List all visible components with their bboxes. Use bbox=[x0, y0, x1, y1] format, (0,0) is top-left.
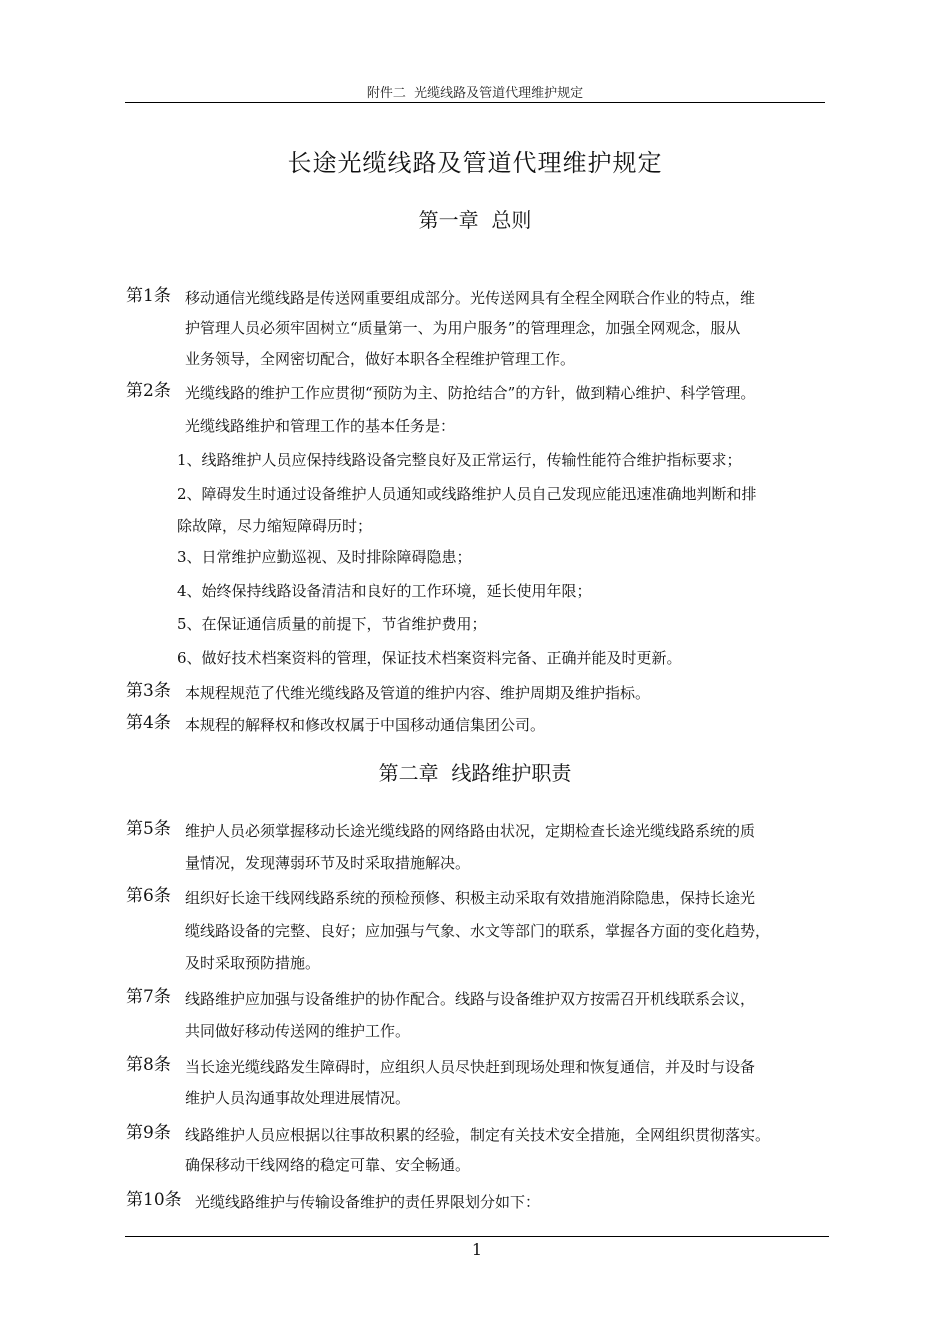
header-label: 附件二 bbox=[366, 86, 406, 101]
article-7-number: 第7条 bbox=[126, 987, 171, 1007]
article-6-line: 组织好长途干线网线路系统的预检预修、积极主动采取有效措施消除隐患，保持长途光 bbox=[185, 889, 756, 907]
article-10-line: 光缆线路维护与传输设备维护的责任界限划分如下： bbox=[195, 1193, 541, 1211]
chapter-2-heading bbox=[125, 757, 825, 786]
page-header bbox=[125, 82, 825, 101]
article-5-line: 量情况，发现薄弱环节及时采取措施解决。 bbox=[185, 854, 471, 872]
chapter-label: 第二章 bbox=[378, 761, 439, 785]
article-7-line: 线路维护应加强与设备维护的协作配合。线路与设备维护双方按需召开机线联系会议， bbox=[185, 990, 756, 1008]
footer-rule bbox=[125, 1236, 829, 1237]
article-5-line: 维护人员必须掌握移动长途光缆线路的网络路由状况，定期检查长途光缆线路系统的质 bbox=[185, 822, 756, 840]
article-3-line: 本规程规范了代维光缆线路及管道的维护内容、维护周期及维护指标。 bbox=[185, 684, 651, 702]
article-1-line: 业务领导，全网密切配合，做好本职各全程维护管理工作。 bbox=[185, 350, 576, 368]
article-9-line: 确保移动干线网络的稳定可靠、安全畅通。 bbox=[185, 1156, 471, 1174]
task-item: 4、始终保持线路设备清洁和良好的工作环境，延长使用年限； bbox=[177, 582, 592, 600]
article-8-number: 第8条 bbox=[126, 1055, 171, 1075]
article-7-line: 共同做好移动传送网的维护工作。 bbox=[185, 1022, 411, 1040]
task-item: 6、做好技术档案资料的管理，保证技术档案资料完备、正确并能及时更新。 bbox=[177, 649, 682, 667]
article-10-number: 第10条 bbox=[126, 1190, 182, 1210]
article-4-number: 第4条 bbox=[126, 713, 171, 733]
article-1-line: 护管理人员必须牢固树立“质量第一、为用户服务”的管理理念，加强全网观念，服从 bbox=[185, 319, 741, 337]
article-6-number: 第6条 bbox=[126, 886, 171, 906]
article-4-line: 本规程的解释权和修改权属于中国移动通信集团公司。 bbox=[185, 716, 546, 734]
article-1-line: 移动通信光缆线路是传送网重要组成部分。光传送网具有全程全网联合作业的特点，维 bbox=[185, 289, 756, 307]
task-item: 5、在保证通信质量的前提下，节省维护费用； bbox=[177, 615, 487, 633]
task-item: 除故障，尽力缩短障碍历时； bbox=[177, 517, 373, 535]
chapter-name: 总则 bbox=[491, 208, 532, 232]
article-8-line: 维护人员沟通事故处理进展情况。 bbox=[185, 1089, 411, 1107]
article-5-number: 第5条 bbox=[126, 819, 171, 839]
task-item: 2、障碍发生时通过设备维护人员通知或线路维护人员自己发现应能迅速准确地判断和排 bbox=[177, 485, 757, 503]
document-title: 长途光缆线路及管道代理维护规定 bbox=[287, 149, 663, 177]
task-item: 3、日常维护应勤巡视、及时排除障碍隐患； bbox=[177, 548, 472, 566]
page-number: 1 bbox=[471, 1240, 483, 1259]
article-6-line: 缆线路设备的完整、良好；应加强与气象、水文等部门的联系，掌握各方面的变化趋势， bbox=[185, 922, 771, 940]
article-2-line: 光缆线路维护和管理工作的基本任务是： bbox=[185, 417, 456, 435]
header-title: 光缆线路及管道代理维护规定 bbox=[414, 86, 584, 101]
article-2-number: 第2条 bbox=[126, 381, 171, 401]
chapter-name: 线路维护职责 bbox=[451, 761, 572, 785]
article-3-number: 第3条 bbox=[126, 681, 171, 701]
header-rule bbox=[125, 102, 825, 103]
article-6-line: 及时采取预防措施。 bbox=[185, 954, 321, 972]
chapter-1-heading bbox=[125, 204, 825, 233]
article-9-line: 线路维护人员应根据以往事故积累的经验，制定有关技术安全措施，全网组织贯彻落实。 bbox=[185, 1126, 771, 1144]
task-item: 1、线路维护人员应保持线路设备完整良好及正常运行，传输性能符合维护指标要求； bbox=[177, 451, 742, 469]
chapter-label: 第一章 bbox=[418, 208, 479, 232]
article-2-line: 光缆线路的维护工作应贯彻“预防为主、防抢结合”的方针，做到精心维护、科学管理。 bbox=[185, 384, 756, 402]
article-8-line: 当长途光缆线路发生障碍时，应组织人员尽快赶到现场处理和恢复通信，并及时与设备 bbox=[185, 1058, 756, 1076]
article-9-number: 第9条 bbox=[126, 1123, 171, 1143]
article-1-number: 第1条 bbox=[126, 286, 171, 306]
